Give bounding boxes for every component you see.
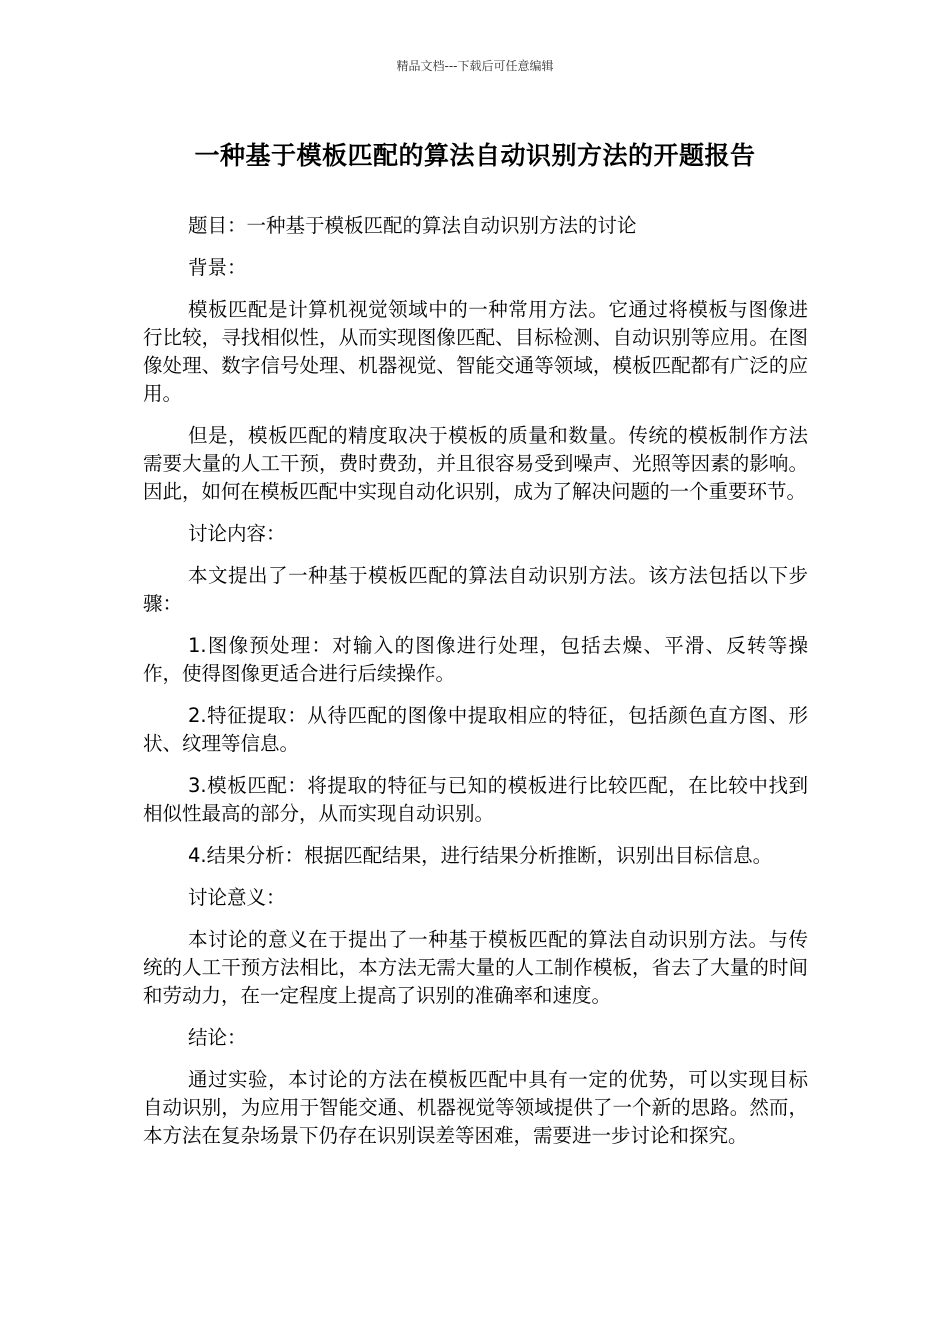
paragraph-conclusion: 通过实验，本讨论的方法在模板匹配中具有一定的优势，可以实现目标自动识别，为应用于智能交通、机器视觉等领域提供了一个新的思路。然而，本方法在复杂场景下仍存在识别误差等困难，需要进一步讨论和探究。	[143, 1068, 808, 1147]
step-4: 4.结果分析：根据匹配结果，进行结果分析推断，识别出目标信息。	[188, 844, 773, 867]
section-heading-background: 背景：	[188, 256, 247, 279]
page-header: 精品文档---下载后可任意编辑	[396, 59, 554, 73]
topic-line: 题目：一种基于模板匹配的算法自动识别方法的讨论	[188, 214, 637, 237]
step-2: 2.特征提取：从待匹配的图像中提取相应的特征，包括颜色直方图、形状、纹理等信息。	[143, 704, 808, 755]
step-3: 3.模板匹配：将提取的特征与已知的模板进行比较匹配，在比较中找到相似性最高的部分，从而实现自动识别。	[143, 774, 808, 825]
paragraph-significance: 本讨论的意义在于提出了一种基于模板匹配的算法自动识别方法。与传统的人工干预方法相比，本方法无需大量的人工制作模板，省去了大量的时间和劳动力，在一定程度上提高了识别的准确率和速度。	[143, 928, 808, 1007]
section-heading-content: 讨论内容：	[188, 522, 286, 545]
document-title: 一种基于模板匹配的算法自动识别方法的开题报告	[194, 141, 756, 170]
document-body	[143, 212, 808, 1164]
paragraph-background-1: 模板匹配是计算机视觉领域中的一种常用方法。它通过将模板与图像进行比较，寻找相似性，从而实现图像匹配、目标检测、自动识别等应用。在图像处理、数字信号处理、机器视觉、智能交通等领域，模板匹配都有广泛的应用。	[143, 298, 808, 405]
paragraph-method-intro: 本文提出了一种基于模板匹配的算法自动识别方法。该方法包括以下步骤：	[143, 564, 808, 615]
section-heading-significance: 讨论意义：	[188, 886, 286, 909]
section-heading-conclusion: 结论：	[188, 1026, 247, 1049]
paragraph-background-2: 但是，模板匹配的精度取决于模板的质量和数量。传统的模板制作方法需要大量的人工干预，费时费劲，并且很容易受到噪声、光照等因素的影响。因此，如何在模板匹配中实现自动化识别，成为了解决问题的一个重要环节。	[143, 424, 808, 503]
step-1: 1.图像预处理：对输入的图像进行处理，包括去燥、平滑、反转等操作，使得图像更适合进行后续操作。	[143, 634, 808, 685]
